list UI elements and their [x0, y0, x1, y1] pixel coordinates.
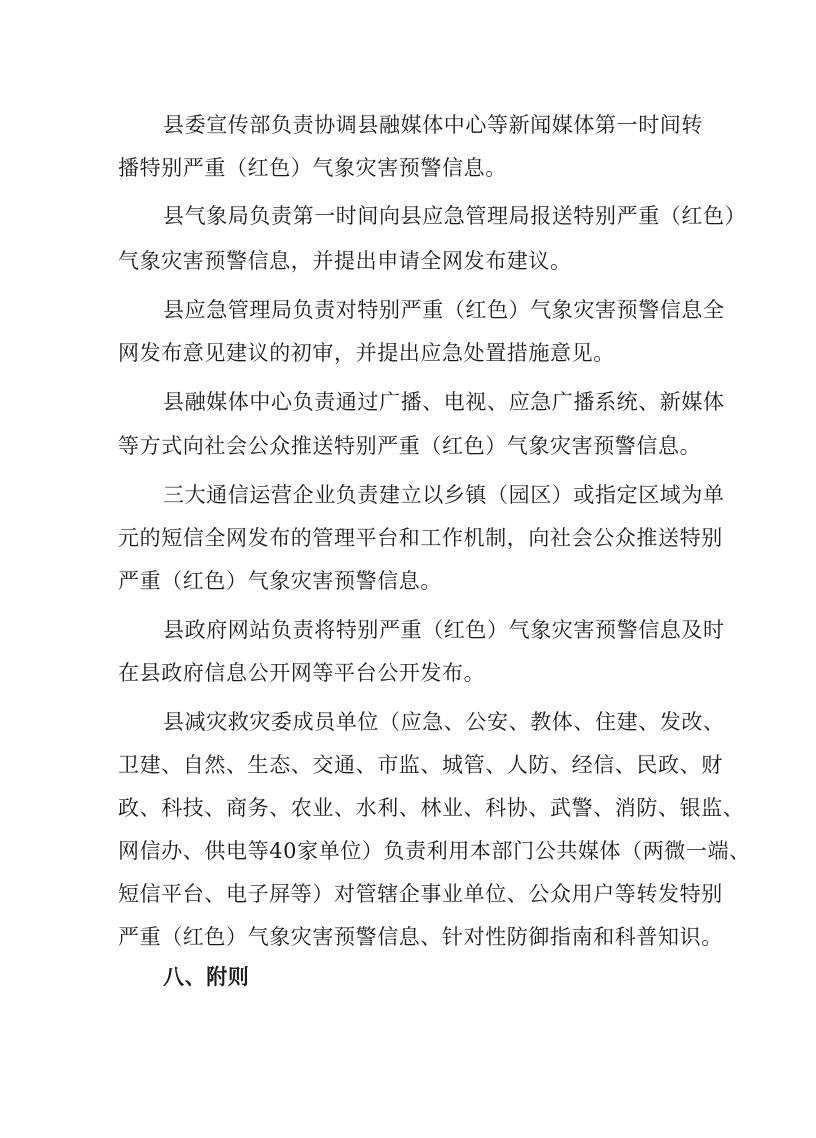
paragraph-7-line-1: 县减灾救灾委成员单位（应急、公安、教体、住建、发改、	[163, 710, 725, 734]
paragraph-5-line-1: 三大通信运营企业负责建立以乡镇（园区）或指定区域为单	[163, 483, 725, 507]
paragraph-4-line-1: 县融媒体中心负责通过广播、电视、应急广播系统、新媒体	[163, 390, 725, 414]
paragraph-7-line-6: 严重（红色）气象灾害预警信息、针对性防御指南和科普知识。	[118, 925, 723, 949]
paragraph-2-line-2: 气象灾害预警信息，并提出申请全网发布建议。	[118, 249, 572, 273]
paragraph-2-line-1: 县气象局负责第一时间向县应急管理局报送特别严重（红色）	[163, 204, 747, 228]
paragraph-3-line-2: 网发布意见建议的初审，并提出应急处置措施意见。	[118, 341, 615, 365]
paragraph-4-line-2: 等方式向社会公众推送特别严重（红色）气象灾害预警信息。	[118, 434, 702, 458]
paragraph-7-line-5: 短信平台、电子屏等）对管辖企事业单位、公众用户等转发特别	[118, 882, 723, 906]
paragraph-7-line-2: 卫建、自然、生态、交通、市监、城管、人防、经信、民政、财	[118, 753, 723, 777]
paragraph-3-line-1: 县应急管理局负责对特别严重（红色）气象灾害预警信息全	[163, 298, 725, 322]
paragraph-6-line-1: 县政府网站负责将特别严重（红色）气象灾害预警信息及时	[163, 618, 725, 642]
paragraph-7-line-3: 政、科技、商务、农业、水利、林业、科协、武警、消防、银监、	[118, 796, 745, 820]
paragraph-5-line-3: 严重（红色）气象灾害预警信息。	[118, 569, 442, 593]
paragraph-6-line-2: 在县政府信息公开网等平台公开发布。	[118, 661, 486, 685]
paragraph-7-line-4: 网信办、供电等40家单位）负责利用本部门公共媒体（两微一端、	[118, 839, 751, 863]
paragraph-5-line-2: 元的短信全网发布的管理平台和工作机制，向社会公众推送特别	[118, 526, 723, 550]
section-heading: 八、附则	[163, 965, 250, 989]
paragraph-1-line-1: 县委宣传部负责协调县融媒体中心等新闻媒体第一时间转	[163, 113, 703, 137]
paragraph-1-line-2: 播特别严重（红色）气象灾害预警信息。	[118, 156, 507, 180]
